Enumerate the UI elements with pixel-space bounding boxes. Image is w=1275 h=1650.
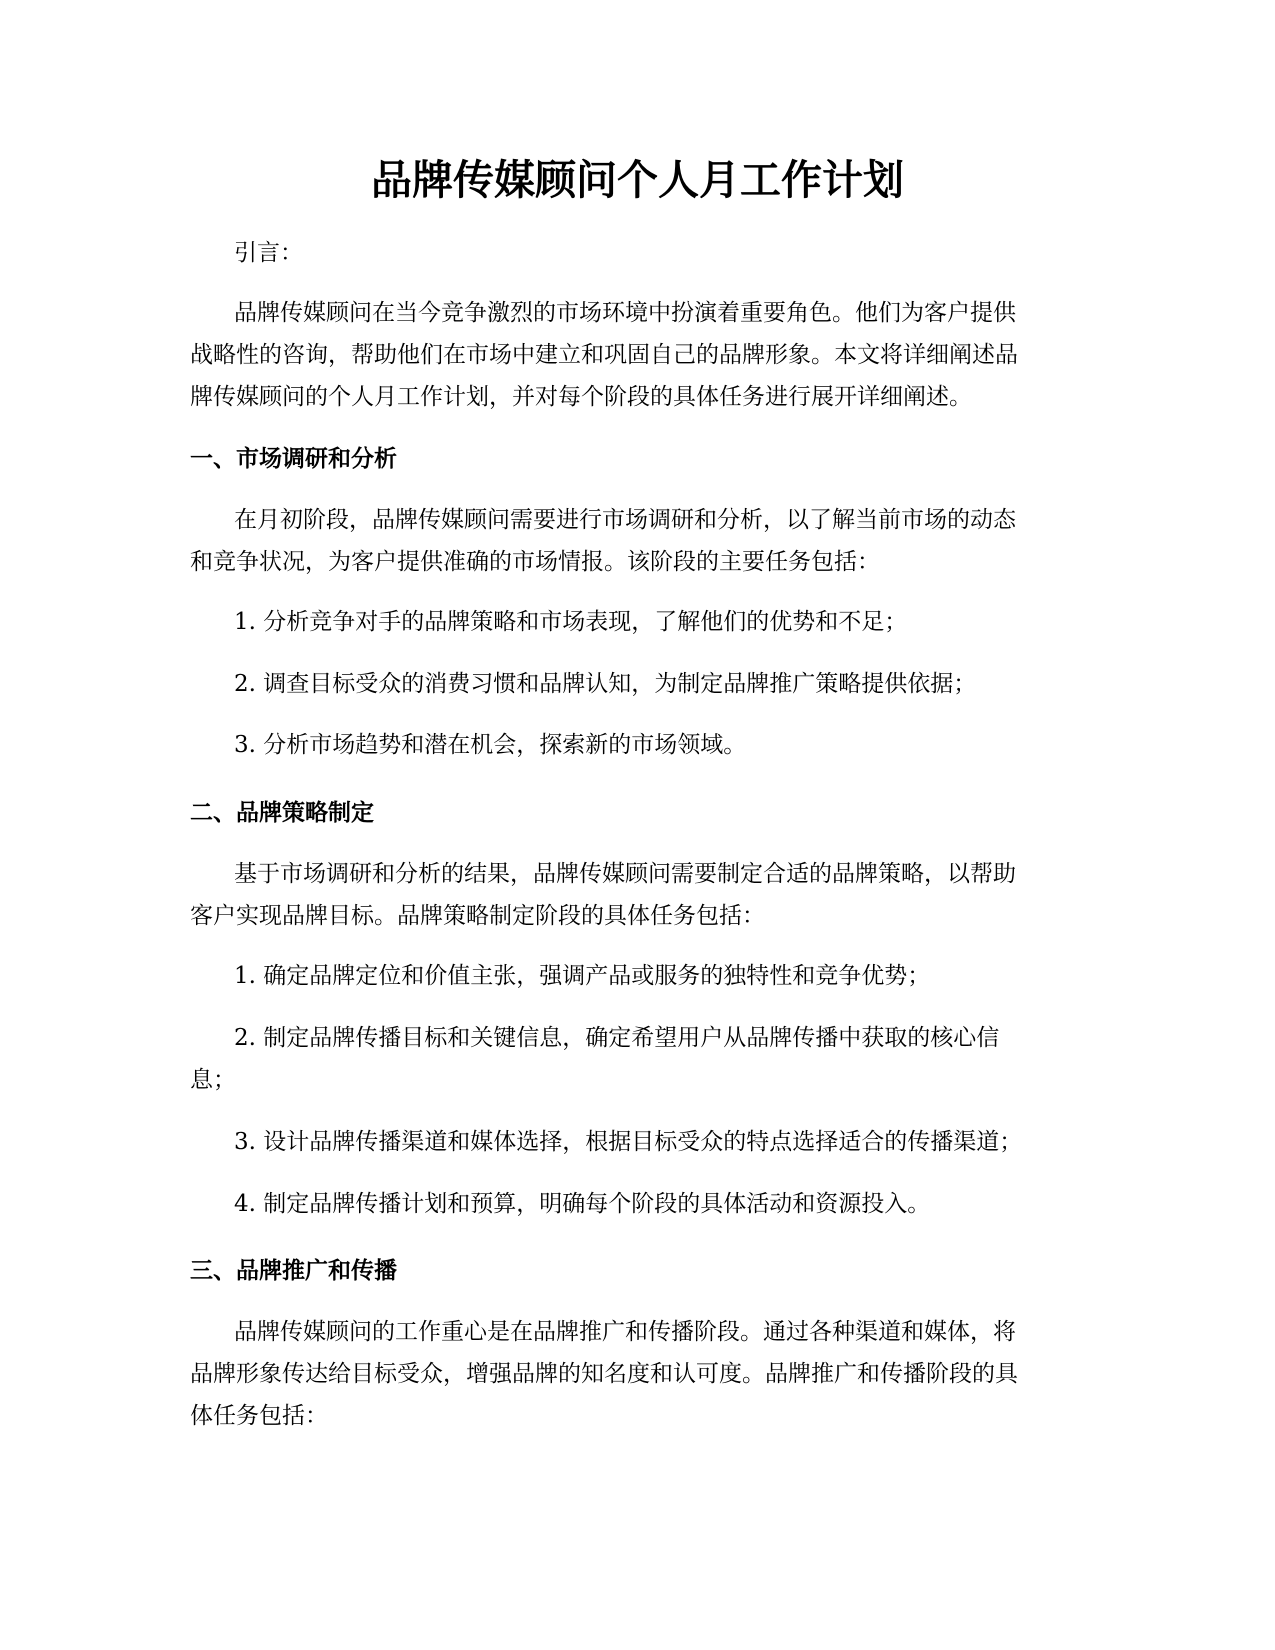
list-item: 2. 制定品牌传播目标和关键信息，确定希望用户从品牌传播中获取的核心信 [234, 1025, 1000, 1051]
section-heading-market-research: 一、市场调研和分析 [190, 446, 397, 472]
intro-line: 牌传媒顾问的个人月工作计划，并对每个阶段的具体任务进行展开详细阐述。 [190, 384, 972, 410]
list-item: 1. 确定品牌定位和价值主张，强调产品或服务的独特性和竞争优势； [234, 963, 931, 989]
document-title: 品牌传媒顾问个人月工作计划 [371, 156, 904, 204]
list-item: 3. 设计品牌传播渠道和媒体选择，根据目标受众的特点选择适合的传播渠道； [234, 1129, 1023, 1155]
section3-line: 体任务包括： [190, 1403, 328, 1429]
list-item: 4. 制定品牌传播计划和预算，明确每个阶段的具体活动和资源投入。 [234, 1191, 931, 1217]
section3-line: 品牌形象传达给目标受众，增强品牌的知名度和认可度。品牌推广和传播阶段的具 [190, 1361, 1018, 1387]
section2-line: 客户实现品牌目标。品牌策略制定阶段的具体任务包括： [190, 903, 765, 929]
intro-line: 战略性的咨询，帮助他们在市场中建立和巩固自己的品牌形象。本文将详细阐述品 [190, 342, 1018, 368]
section1-line: 在月初阶段，品牌传媒顾问需要进行市场调研和分析，以了解当前市场的动态 [234, 507, 1016, 533]
section-heading-brand-promotion: 三、品牌推广和传播 [190, 1258, 397, 1284]
section1-line: 和竞争状况，为客户提供准确的市场情报。该阶段的主要任务包括： [190, 549, 880, 575]
intro-line: 品牌传媒顾问在当今竞争激烈的市场环境中扮演着重要角色。他们为客户提供 [234, 300, 1016, 326]
list-item: 2. 调查目标受众的消费习惯和品牌认知，为制定品牌推广策略提供依据； [234, 671, 977, 697]
section2-line: 基于市场调研和分析的结果，品牌传媒顾问需要制定合适的品牌策略，以帮助 [234, 861, 1016, 887]
section-heading-brand-strategy: 二、品牌策略制定 [190, 800, 374, 826]
section3-line: 品牌传媒顾问的工作重心是在品牌推广和传播阶段。通过各种渠道和媒体，将 [234, 1319, 1016, 1345]
list-item: 3. 分析市场趋势和潜在机会，探索新的市场领域。 [234, 732, 747, 758]
list-item: 1. 分析竞争对手的品牌策略和市场表现，了解他们的优势和不足； [234, 609, 908, 635]
list-item-continuation: 息； [190, 1067, 236, 1093]
intro-label: 引言： [234, 240, 303, 266]
